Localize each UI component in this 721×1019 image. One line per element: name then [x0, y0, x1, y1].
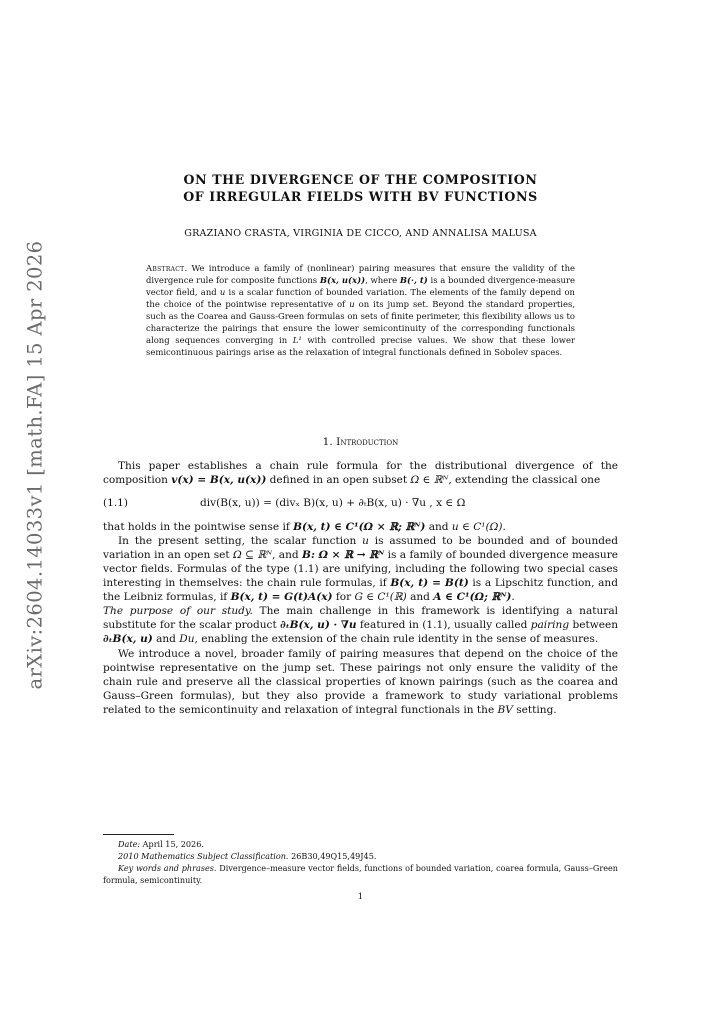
math-inline: Ω ⊆ ℝᴺ: [233, 549, 273, 562]
paragraph: [103, 647, 618, 717]
emphasis: pairing: [530, 619, 570, 632]
paragraph: [103, 604, 618, 646]
paragraph: [103, 459, 618, 487]
equation-number: (1.1): [103, 497, 129, 510]
paper-title: [103, 171, 618, 205]
math-inline: B(·, t): [399, 275, 428, 286]
text: is a family of bounded divergence measure vector fields. Formulas of the type (1.1) are unifying, including the following two special cases interesting in themselves: the chain rule formulas, if: [103, 549, 618, 590]
text: that holds in the pointwise sense if: [103, 521, 294, 534]
footnote-keywords: [103, 862, 618, 886]
author-list: GRAZIANO CRASTA, VIRGINIA DE CICCO, AND ANNALISA MALUSA: [184, 228, 537, 239]
math-inline: BV: [497, 703, 513, 716]
text: In the present setting, the scalar function: [118, 535, 363, 548]
text: is assumed to be bounded and of bounded variation in an open set: [103, 535, 618, 562]
math-inline: B: Ω × ℝ → ℝᴺ: [302, 549, 385, 562]
page-number: 1: [357, 892, 364, 902]
text: and: [152, 633, 180, 646]
text: featured in (1.1), usually called: [356, 619, 531, 632]
abstract-text: is a bounded divergence-measure vector field, and: [146, 275, 575, 298]
section-heading: [103, 436, 618, 448]
text: , extending the classical one: [448, 474, 601, 487]
paragraph: [103, 520, 618, 534]
math-inline: B(x, t) = G(t)A(x): [230, 591, 333, 604]
text: setting.: [512, 703, 557, 716]
math-inline: B(x, t) ∈ C¹(Ω × ℝ; ℝᴺ): [293, 521, 426, 534]
text: .: [502, 521, 506, 534]
footnote-text: 26B30,49Q15,49J45.: [288, 851, 377, 861]
footnote-date: [103, 838, 618, 850]
text: for: [332, 591, 355, 604]
math-inline: u: [219, 287, 226, 298]
arxiv-side-stamp: [20, 240, 50, 690]
math-inline: Du: [179, 633, 195, 646]
title-line-2: OF IRREGULAR FIELDS WITH BV FUNCTIONS: [183, 189, 538, 204]
arxiv-identifier: arXiv:2604.14033v1 [math.FA] 15 Apr 2026: [23, 240, 47, 690]
footnote-msc: [103, 850, 618, 862]
footnote-label: Key words and phrases.: [118, 863, 217, 873]
math-inline: ∂ₜB(x, u): [103, 633, 153, 646]
abstract-text: with controlled precise values. We show that these lower semicontinuous pairings arise as the relaxation of integral functionals defined in Sobolev spaces.: [146, 335, 575, 358]
footnote-text: April 15, 2026.: [140, 839, 204, 849]
footnote-rule: [103, 834, 174, 835]
math-inline: v(x) = B(x, u(x)): [171, 474, 267, 487]
paragraph: [103, 534, 618, 604]
text: , enabling the extension of the chain rule identity in the sense of measures.: [194, 633, 599, 646]
abstract-text: We introduce a family of (nonlinear) pairing measures that ensure the validity of the divergence rule for composite functions: [146, 263, 575, 286]
text: between: [569, 619, 619, 632]
main-text: [103, 459, 618, 717]
footnote-label: Date:: [118, 839, 141, 849]
math-inline: B(x, u(x)): [319, 275, 366, 286]
abstract-text: is a scalar function of bounded variation. The elements of the family depend on the choice of the pointwise representative of: [146, 287, 575, 310]
text: defined in an open subset: [266, 474, 411, 487]
math-inline: B(x, t) = B(t): [390, 577, 469, 590]
math-inline: u: [349, 299, 355, 310]
footnote-label: 2010 Mathematics Subject Classification.: [118, 851, 289, 861]
footnotes: [103, 838, 618, 886]
text: and: [425, 521, 452, 534]
section-title: 1. Introduction: [322, 436, 399, 448]
equation-formula: div(B(x, u)) = (divₓ B)(x, u) + ∂ₜB(x, u) · ∇u , x ∈ Ω: [200, 497, 466, 510]
text: The main challenge in this framework is identifying a natural substitute for the scalar product: [103, 605, 618, 632]
text: We introduce a novel, broader family of pairing measures that depend on the choice of the pointwise representative on the jump set. These pairings not only ensure the validity of the chain rule and preserve all the classical properties of known pairings (such as the coarea and Gauss–Green formulas), but they also provide a framework to study variational problems related to the semicontinuity and relaxation of integral functionals in the: [103, 647, 618, 716]
math-inline: G ∈ C¹(ℝ): [354, 591, 407, 604]
math-inline: ∂ₜB(x, u) · ∇u: [280, 619, 357, 632]
math-inline: u: [362, 535, 369, 548]
math-inline: A ∈ C¹(Ω; ℝᴺ): [433, 591, 512, 604]
abstract-label: Abstract.: [146, 263, 188, 273]
math-inline: Ω ∈ ℝᴺ: [410, 474, 449, 487]
math-inline: L¹: [292, 335, 302, 346]
text: This paper establishes a chain rule formula for the distributional divergence of the composition: [103, 460, 618, 487]
text: .: [511, 591, 515, 604]
text: , and: [272, 549, 303, 562]
abstract-text: on its jump set. Beyond the standard properties, such as the Coarea and Gauss-Green formulas on sets of finite perimeter, this flexibility allows us to characterize the pairings that ensure the lower semicontinuity of the corresponding functionals along sequences converging in: [146, 299, 575, 346]
text: is a Lipschitz function, and the Leibniz formulas, if: [103, 577, 618, 604]
paragraph-lead: The purpose of our study.: [103, 605, 253, 618]
abstract-text: , where: [365, 275, 400, 286]
footnote-text: Divergence–measure vector fields, functions of bounded variation, coarea formula, Gauss–Green formula, semicontinuity.: [103, 863, 618, 885]
abstract: [146, 262, 575, 358]
title-line-1: ON THE DIVERGENCE OF THE COMPOSITION: [183, 172, 538, 187]
display-equation: [103, 496, 618, 510]
text: and: [406, 591, 434, 604]
math-inline: u ∈ C¹(Ω): [451, 521, 503, 534]
